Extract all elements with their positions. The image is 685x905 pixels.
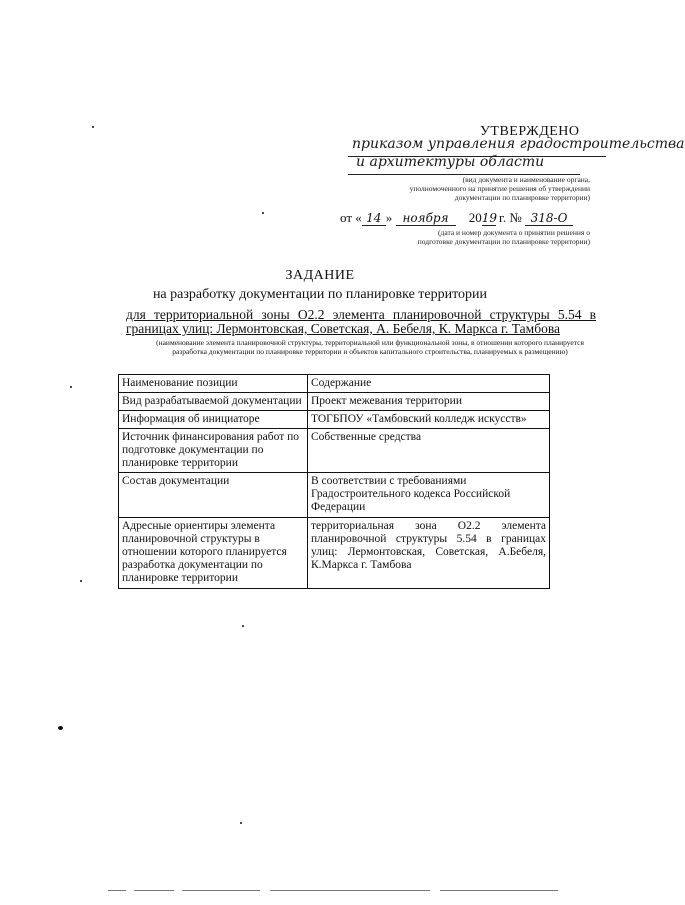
table-row bbox=[119, 375, 550, 393]
table-cell-name: Вид разрабатываемой документации bbox=[119, 393, 308, 411]
table-cell-name: Состав документации bbox=[119, 473, 308, 518]
document-title: ЗАДАНИЕ bbox=[285, 268, 355, 283]
table-row bbox=[119, 473, 550, 518]
scan-speck bbox=[262, 212, 264, 214]
subject-note: (наименование элемента планировочной структуры, территориальной или функциональной зоны, в отношении которого планируется разработка документации по планировке территории и объектов капитального строительства, планируемых к размещению) bbox=[156, 338, 584, 356]
scan-speck bbox=[240, 822, 242, 824]
specification-table bbox=[118, 374, 550, 589]
date-mid: » bbox=[385, 210, 393, 225]
scan-speck bbox=[242, 625, 244, 627]
table-cell-name: Источник финансирования работ по подготовке документации по планировке территории bbox=[119, 429, 308, 473]
table-cell-content: Проект межевания территории bbox=[308, 393, 550, 411]
date-year-prefix: 20 bbox=[468, 210, 482, 225]
table-cell-content: территориальная зона О2.2 элемента планировочной структуры 5.54 в границах улиц: Лермонтовская, Советская, А.Бебеля, К.Маркса г. Тамбова bbox=[308, 518, 550, 589]
date-note: (дата и номер документа о принятии решения о подготовке документации по планировке территории) bbox=[417, 228, 590, 246]
scan-edge-mark bbox=[270, 890, 430, 891]
scan-speck bbox=[58, 726, 63, 730]
decision-date-row bbox=[340, 210, 573, 226]
table-row bbox=[119, 518, 550, 589]
date-year-suffix: г. № bbox=[499, 210, 522, 225]
scan-edge-mark bbox=[440, 890, 558, 891]
date-year: 19 bbox=[481, 211, 498, 225]
handwritten-authority-line2: и архитектуры области bbox=[356, 154, 545, 170]
date-day: 14 bbox=[362, 211, 386, 226]
scan-speck bbox=[92, 126, 94, 128]
table-cell-name: Адресные ориентиры элемента планировочной структуры в отношении которого планируется разработка документации по планировке территории bbox=[119, 518, 308, 589]
scan-edge-mark bbox=[182, 890, 260, 891]
table-cell-name: Информация об инициаторе bbox=[119, 411, 308, 429]
document-subtitle: на разработку документации по планировке территории bbox=[152, 287, 488, 302]
table-row bbox=[119, 393, 550, 411]
table-cell-content: В соответствии с требованиями Градостроительного кодекса Российской Федерации bbox=[308, 473, 550, 518]
handwritten-authority-line1: приказом управления градостроительства bbox=[352, 136, 685, 152]
subject-text: для территориальной зоны О2.2 элемента планировочной структуры 5.54 в границах улиц: Лермонтовская, Советская, А. Бебеля, К. Маркса г. Тамбова bbox=[126, 307, 596, 336]
table-cell-name: Наименование позиции bbox=[119, 375, 308, 393]
table-row bbox=[119, 411, 550, 429]
approved-heading: УТВЕРЖДЕНО bbox=[480, 124, 580, 139]
scan-speck bbox=[80, 580, 82, 582]
authority-note: (вид документа и наименование органа, уполномоченного на принятие решения об утверждении документации по планировке территории) bbox=[409, 175, 590, 202]
document-number: 318-О bbox=[525, 211, 573, 226]
table-cell-content: Содержание bbox=[308, 375, 550, 393]
scan-edge-mark bbox=[108, 890, 126, 891]
table-row bbox=[119, 429, 550, 473]
scan-edge-mark bbox=[134, 890, 174, 891]
table-cell-content: Собственные средства bbox=[308, 429, 550, 473]
date-prefix: от « bbox=[340, 210, 362, 225]
date-month: ноября bbox=[396, 211, 456, 226]
table-cell-content: ТОГБПОУ «Тамбовский колледж искусств» bbox=[308, 411, 550, 429]
scan-speck bbox=[70, 386, 72, 388]
